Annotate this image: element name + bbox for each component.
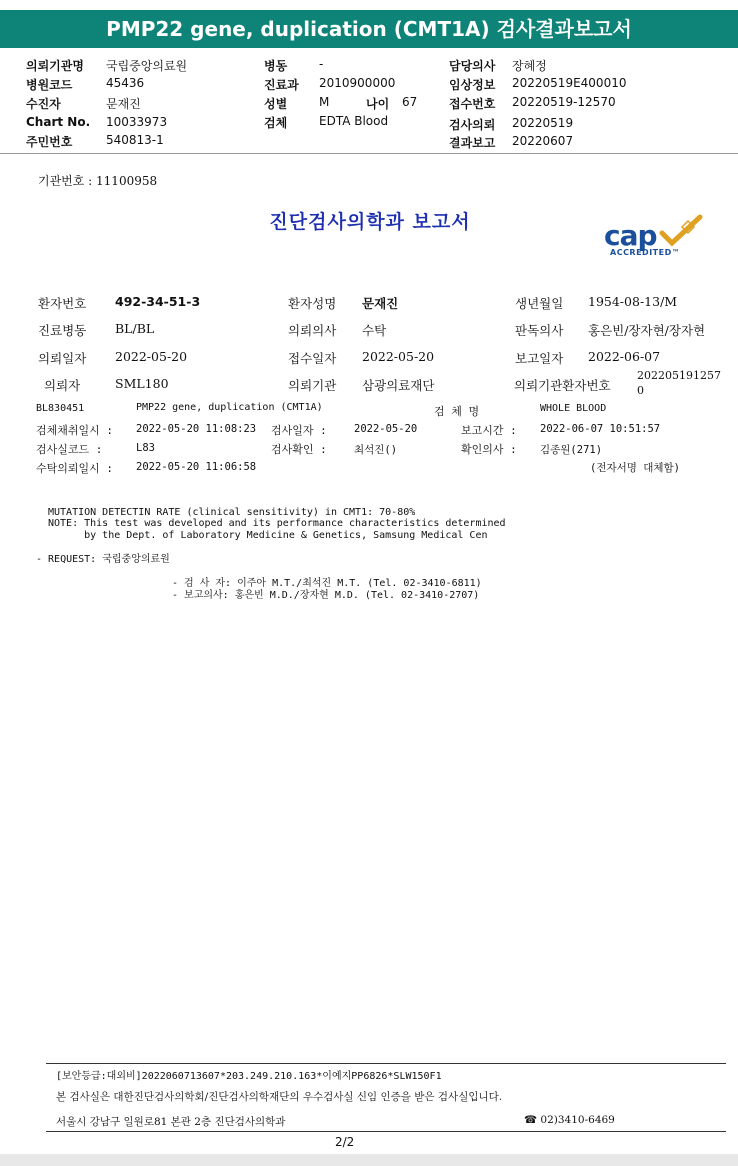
label-report-date: 보고일자 (515, 351, 564, 366)
label-report-time: 보고시간 : (461, 424, 517, 437)
footer-address: 서울시 강남구 일원로81 본관 2층 진단검사의학과 (56, 1116, 286, 1128)
label-test-date: 검사일자 : (271, 424, 327, 437)
header-value-clinical-info: 20220519E400010 (512, 76, 627, 90)
value-reading-doctor: 홍은빈/장자현/장자현 (588, 323, 706, 338)
header-value-hospital-code: 45436 (106, 76, 145, 90)
label-patient-number: 환자번호 (38, 296, 87, 311)
value-patient-number: 492-34-51-3 (115, 294, 201, 309)
value-institution-patient-number: 202205191257 (637, 369, 721, 382)
note-disclaimer-line2: by the Dept. of Laboratory Medicine & Genetics, Samsung Medical Cen (48, 530, 488, 541)
value-report-date: 2022-06-07 (588, 349, 661, 364)
specimen-name-label: 검 체 명 (434, 405, 480, 418)
specimen-test-name: PMP22 gene, duplication (CMT1A) (136, 402, 323, 413)
label-test-verification: 검사확인 : (271, 443, 327, 456)
specimen-name-value: WHOLE BLOOD (540, 403, 607, 414)
header-label-specimen: 검체 (264, 116, 288, 130)
cap-accredited-logo (600, 213, 710, 263)
label-receipt-date: 접수일자 (288, 351, 337, 366)
report-heading: 진단검사의학과 보고서 (269, 211, 471, 233)
value-verifying-doctor: 김종원(271) (540, 444, 603, 456)
label-referral-time: 수탁의뢰일시 : (36, 462, 114, 475)
header-label-receipt-no: 접수번호 (449, 97, 496, 111)
footer-security-line: [보안등급:대외비]2022060713607*203.249.210.163*이예지PP6826*SLW150F1 (56, 1071, 442, 1082)
label-verifying-doctor: 확인의사 : (461, 443, 517, 456)
header-label-result-report: 결과보고 (449, 136, 496, 150)
value-collection-time: 2022-05-20 11:08:23 (136, 423, 257, 435)
header-label-resident-no: 주민번호 (26, 135, 73, 149)
value-birth-date: 1954-08-13/M (588, 294, 678, 309)
note-examiner: - 검 사 자: 이주아 M.T./최석진 M.T. (Tel. 02-3410-6811) (172, 578, 482, 589)
header-value-result-report: 20220607 (512, 134, 574, 148)
electronic-signature-note: (전자서명 대체함) (590, 462, 680, 474)
header-label-doctor: 담당의사 (449, 59, 496, 73)
value-test-verification: 최석진() (354, 444, 398, 456)
label-collection-time: 검체채취일시 : (36, 424, 114, 437)
value-report-time: 2022-06-07 10:51:57 (540, 423, 661, 435)
value-requesting-doctor: 수탁 (362, 323, 387, 338)
header-label-age: 나이 (366, 97, 390, 111)
label-requesting-doctor: 의뢰의사 (288, 323, 337, 338)
header-value-chart-no: 10033973 (106, 115, 168, 129)
label-institution-patient-number: 의뢰기관환자번호 (514, 378, 611, 393)
value-referral-time: 2022-05-20 11:06:58 (136, 461, 257, 473)
note-request: - REQUEST: 국립중앙의료원 (36, 554, 170, 565)
footer-certification: 본 검사실은 대한진단검사의학회/진단검사의학재단의 우수검사실 신임 인증을 받은 검사실입니다. (56, 1091, 503, 1103)
specimen-code: BL830451 (36, 403, 85, 414)
label-requester: 의뢰자 (44, 378, 81, 393)
footer-divider-bottom (46, 1131, 726, 1132)
label-lab-code: 검사실코드 : (36, 443, 103, 456)
header-label-hospital-code: 병원코드 (26, 78, 73, 92)
header-value-department: 2010900000 (319, 76, 396, 90)
header-label-clinical-info: 임상정보 (449, 78, 496, 92)
cap-logo-text: cap (604, 219, 657, 252)
header-label-patient: 수진자 (26, 97, 61, 111)
header-label-test-request: 검사의뢰 (449, 118, 496, 132)
value-patient-name: 문재진 (362, 296, 399, 311)
checkmark-icon (658, 213, 704, 249)
bottom-strip (0, 1154, 738, 1166)
value-request-date: 2022-05-20 (115, 349, 188, 364)
header-divider (0, 153, 738, 154)
value-ward: BL/BL (115, 321, 155, 336)
label-request-date: 의뢰일자 (38, 351, 87, 366)
value-lab-code: L83 (136, 442, 155, 454)
label-ward: 진료병동 (38, 323, 87, 338)
header-value-doctor: 장혜정 (512, 59, 547, 73)
report-title-bar: PMP22 gene, duplication (CMT1A) 검사결과보고서 (0, 10, 738, 48)
cap-logo-subtext: ACCREDITED™ (610, 248, 681, 257)
header-label-chart-no: Chart No. (26, 115, 91, 129)
value-institution-patient-number-cont: 0 (637, 384, 644, 397)
header-value-resident-no: 540813-1 (106, 133, 164, 147)
header-value-sex: M (319, 95, 330, 109)
label-requesting-institution: 의뢰기관 (288, 378, 337, 393)
header-value-age: 67 (402, 95, 418, 109)
value-requesting-institution: 삼광의료재단 (362, 378, 435, 393)
header-value-specimen: EDTA Blood (319, 114, 389, 128)
value-requester: SML180 (115, 376, 169, 391)
header-label-requesting-institution: 의뢰기관명 (26, 59, 84, 73)
note-reporting-doctor: - 보고의사: 홍은빈 M.D./장자현 M.D. (Tel. 02-3410-2707) (172, 590, 480, 601)
header-label-ward: 병동 (264, 59, 288, 73)
note-detection-rate: MUTATION DETECTIN RATE (clinical sensitivity) in CMT1: 70-80% (48, 507, 416, 518)
header-value-requesting-institution: 국립중앙의료원 (106, 59, 188, 73)
header-value-ward: - (319, 57, 324, 71)
footer-phone: ☎ 02)3410-6469 (524, 1114, 615, 1126)
header-value-test-request: 20220519 (512, 116, 574, 130)
label-birth-date: 생년월일 (515, 296, 564, 311)
header-value-patient: 문재진 (106, 97, 141, 111)
header-value-receipt-no: 20220519-12570 (512, 95, 616, 109)
page-number: 2/2 (335, 1135, 355, 1149)
header-label-sex: 성별 (264, 97, 288, 111)
label-patient-name: 환자성명 (288, 296, 337, 311)
header-label-department: 진료과 (264, 78, 299, 92)
value-receipt-date: 2022-05-20 (362, 349, 435, 364)
value-test-date: 2022-05-20 (354, 423, 418, 435)
note-disclaimer-line1: NOTE: This test was developed and its performance characteristics determined (48, 518, 506, 529)
footer-divider-top (46, 1063, 726, 1064)
label-reading-doctor: 판독의사 (515, 323, 564, 338)
institution-number: 기관번호 : 11100958 (38, 174, 158, 188)
